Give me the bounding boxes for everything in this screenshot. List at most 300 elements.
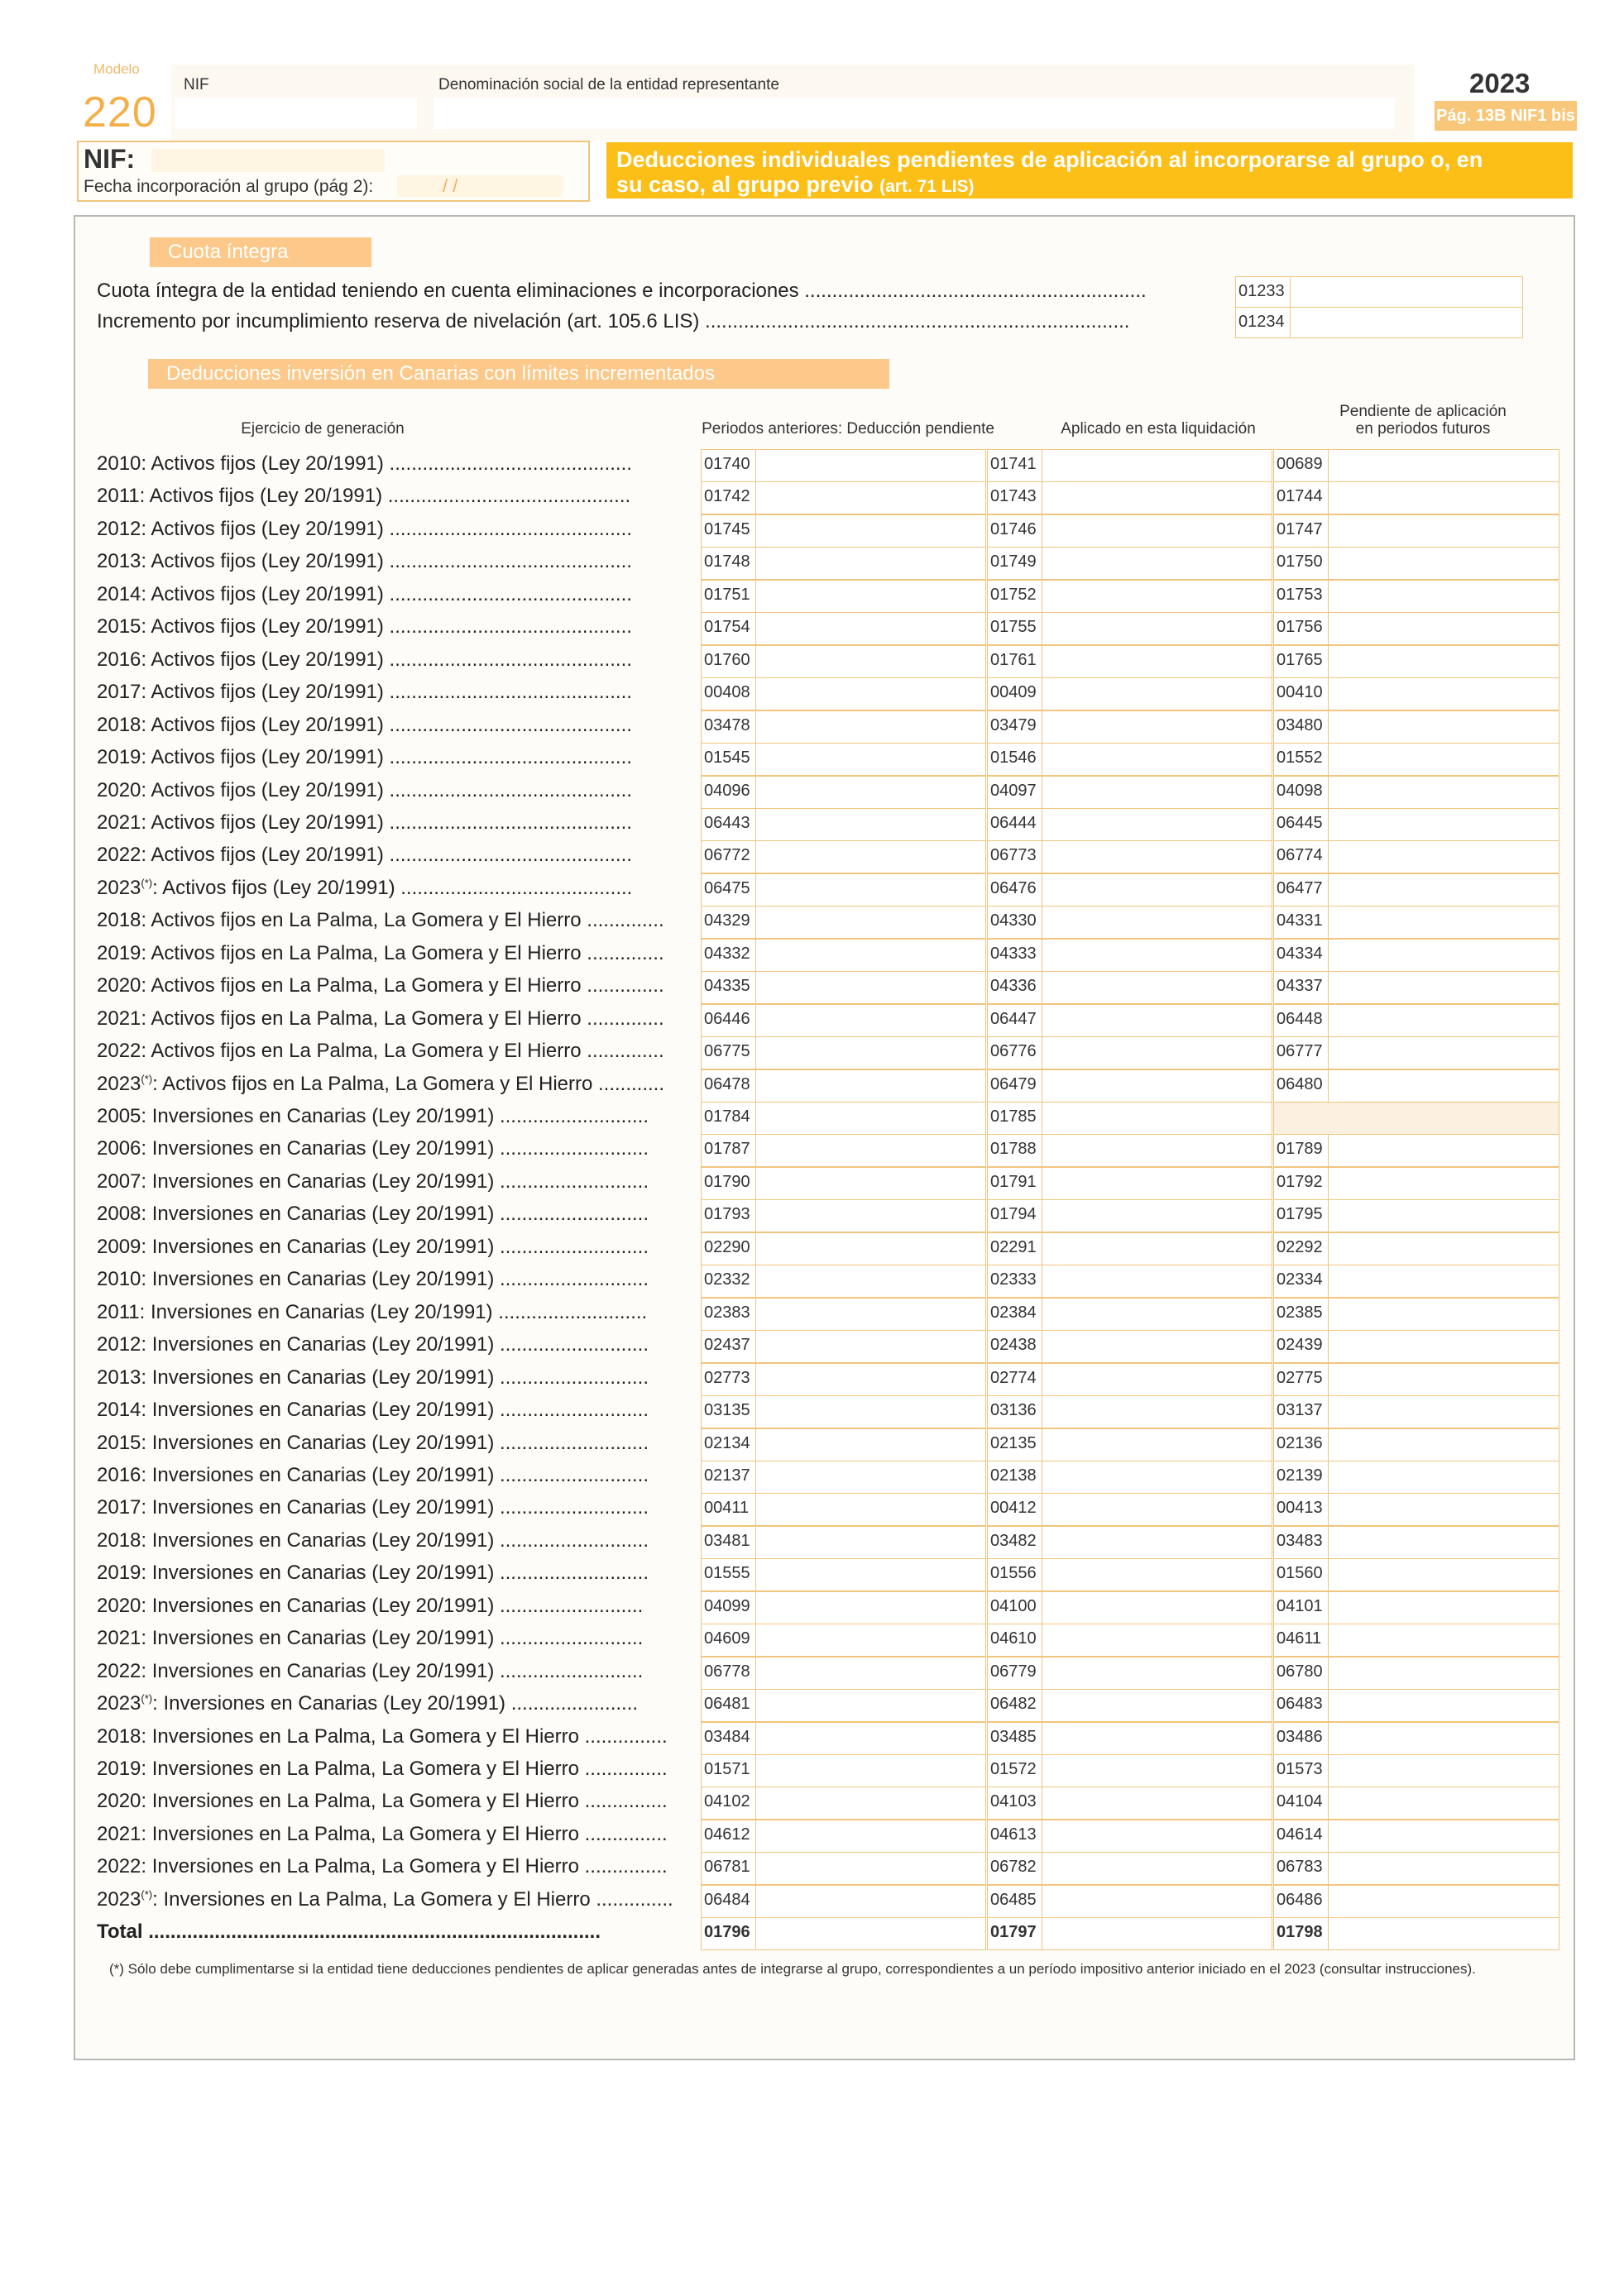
field-code: 04096 xyxy=(704,782,750,800)
title-line2 xyxy=(616,172,974,198)
field-code: 02333 xyxy=(990,1270,1037,1289)
deduction-input-col1[interactable] xyxy=(701,1232,986,1265)
deduction-input-col3[interactable] xyxy=(1273,1689,1559,1722)
deduction-input-col2[interactable] xyxy=(987,1689,1272,1722)
deduction-input-col2[interactable] xyxy=(987,1657,1272,1690)
field-code: 02774 xyxy=(990,1369,1037,1387)
field-code: 01571 xyxy=(704,1760,750,1778)
deduction-input-col1[interactable] xyxy=(701,1363,986,1396)
deduction-input-col3[interactable] xyxy=(1273,939,1559,972)
row-label: 2018: Inversiones en La Palma, La Gomera y El Hierro ............... xyxy=(97,1725,668,1748)
deduction-input-col1[interactable] xyxy=(701,1199,986,1232)
deduction-input-col2[interactable] xyxy=(987,580,1272,613)
field-code: 06781 xyxy=(704,1858,750,1876)
field-code: 01791 xyxy=(990,1173,1037,1191)
deduction-input-col3[interactable] xyxy=(1273,580,1559,613)
deduction-input-col2[interactable] xyxy=(987,1069,1272,1103)
field-code: 03484 xyxy=(704,1728,750,1746)
deduction-input-col2[interactable] xyxy=(987,1134,1272,1167)
deduction-input-col3[interactable] xyxy=(1273,1852,1559,1885)
deduction-input-col1[interactable] xyxy=(701,1265,986,1298)
deduction-input-col2[interactable] xyxy=(987,939,1272,972)
deduction-input-col2[interactable] xyxy=(987,1395,1272,1428)
total-input-col1[interactable] xyxy=(701,1917,986,1950)
field-code: 06480 xyxy=(1277,1075,1323,1093)
field-code: 04337 xyxy=(1277,977,1323,995)
deduction-input-col1[interactable] xyxy=(701,1787,986,1820)
deduction-input-col3[interactable] xyxy=(1273,1657,1559,1690)
row-label: 2018: Activos fijos (Ley 20/1991) ............................................ xyxy=(97,714,632,736)
field-code: 06777 xyxy=(1277,1042,1323,1060)
deduction-input-col3[interactable] xyxy=(1273,1722,1559,1755)
field-code: 02291 xyxy=(990,1238,1037,1256)
row-label: 2020: Activos fijos (Ley 20/1991) ............................................ xyxy=(97,779,632,801)
field-code: 04102 xyxy=(704,1792,750,1810)
field-code: 04098 xyxy=(1277,782,1323,800)
deduction-input-col3[interactable] xyxy=(1273,514,1559,548)
deduction-input-col3[interactable] xyxy=(1273,1232,1559,1265)
field-code: 06779 xyxy=(990,1662,1037,1681)
field-code: 00689 xyxy=(1277,455,1323,473)
denominacion-input[interactable] xyxy=(434,98,1395,129)
deduction-input-col1[interactable] xyxy=(701,1004,986,1037)
fecha-label: Fecha incorporación al grupo (pág 2): xyxy=(84,177,374,196)
deduction-input-col1[interactable] xyxy=(701,1298,986,1331)
deduction-input-col1[interactable] xyxy=(701,1624,986,1657)
field-code: 06446 xyxy=(704,1010,750,1028)
field-code: 06447 xyxy=(990,1010,1037,1028)
field-code: 01760 xyxy=(704,651,750,669)
row-label: 2019: Activos fijos en La Palma, La Gomera y El Hierro .............. xyxy=(97,942,664,964)
deduction-input-col3[interactable] xyxy=(1273,906,1559,939)
field-code: 01740 xyxy=(704,455,750,473)
row-label: 2017: Activos fijos (Ley 20/1991) ............................................ xyxy=(97,681,632,703)
deduction-input-col3[interactable] xyxy=(1273,1167,1559,1200)
field-code: 01784 xyxy=(704,1107,750,1126)
deduction-input-col2[interactable] xyxy=(987,1167,1272,1200)
deduction-input-col2[interactable] xyxy=(987,514,1272,548)
field-code: 01556 xyxy=(990,1564,1037,1582)
deduction-input-col1[interactable] xyxy=(701,1885,986,1918)
deduction-input-col3[interactable] xyxy=(1273,1004,1559,1037)
deduction-input-col1[interactable] xyxy=(701,1657,986,1690)
deduction-input-col2[interactable] xyxy=(987,612,1272,645)
row-label xyxy=(97,1888,673,1911)
field-code: 03483 xyxy=(1277,1532,1323,1550)
field-code: 01573 xyxy=(1277,1760,1323,1778)
deduction-input-col1[interactable] xyxy=(701,1330,986,1363)
deduction-input-col2[interactable] xyxy=(987,808,1272,841)
field-code: 01754 xyxy=(704,618,750,636)
deduction-input-col1[interactable] xyxy=(701,612,986,645)
deduction-input-col2[interactable] xyxy=(987,1787,1272,1820)
deduction-input-col3[interactable] xyxy=(1273,808,1559,841)
cuota-input[interactable] xyxy=(1235,276,1523,308)
deduction-input-col1[interactable] xyxy=(701,776,986,809)
header-nif-input[interactable] xyxy=(175,98,417,129)
field-code: 02383 xyxy=(704,1303,750,1322)
deduction-input-col1[interactable] xyxy=(701,1820,986,1853)
row-label-rest: : Activos fijos (Ley 20/1991) .......................................... xyxy=(152,877,633,899)
deduction-input-col2[interactable] xyxy=(987,677,1272,710)
deduction-input-col2[interactable] xyxy=(987,1852,1272,1885)
field-code: 04610 xyxy=(990,1629,1037,1648)
deduction-input-col1[interactable] xyxy=(701,1689,986,1722)
deduction-input-col2[interactable] xyxy=(987,1722,1272,1755)
field-code: 06783 xyxy=(1277,1858,1323,1876)
field-code: 00412 xyxy=(990,1499,1037,1517)
deduction-input-col1[interactable] xyxy=(701,1036,986,1069)
field-code: 01792 xyxy=(1277,1173,1323,1191)
row-label: 2009: Inversiones en Canarias (Ley 20/1991) ........................... xyxy=(97,1236,649,1258)
field-code: 04100 xyxy=(990,1597,1037,1615)
deduction-input-col3[interactable] xyxy=(1273,1395,1559,1428)
deduction-input-col3[interactable] xyxy=(1273,677,1559,710)
row-label: 2012: Activos fijos (Ley 20/1991) ............................................ xyxy=(97,518,632,540)
field-code: 04333 xyxy=(990,945,1037,963)
field-code: 01555 xyxy=(704,1564,750,1582)
deduction-input-col3[interactable] xyxy=(1273,481,1559,514)
deduction-input-col1[interactable] xyxy=(701,1428,986,1461)
deduction-input-col2[interactable] xyxy=(987,906,1272,939)
field-code: 00410 xyxy=(1277,683,1323,701)
field-code: 04614 xyxy=(1277,1825,1323,1844)
row-label: 2021: Activos fijos (Ley 20/1991) ............................................ xyxy=(97,811,632,834)
deduction-input-col1[interactable] xyxy=(701,1102,986,1135)
row-label: 2012: Inversiones en Canarias (Ley 20/1991) ........................... xyxy=(97,1333,649,1356)
deduction-input-col1[interactable] xyxy=(701,840,986,873)
deduction-input-col2[interactable] xyxy=(987,547,1272,580)
field-code: 06478 xyxy=(704,1075,750,1093)
deduction-input-col2[interactable] xyxy=(987,1363,1272,1396)
deduction-input-col2[interactable] xyxy=(987,645,1272,678)
deduction-input-col3[interactable] xyxy=(1273,547,1559,580)
field-code: 04334 xyxy=(1277,945,1323,963)
field-code: 01752 xyxy=(990,586,1037,604)
deduction-input-col2[interactable] xyxy=(987,1526,1272,1559)
fecha-input[interactable] xyxy=(397,175,563,197)
deduction-input-col1[interactable] xyxy=(701,449,986,482)
field-code: 03479 xyxy=(990,716,1037,734)
deduction-input-col2[interactable] xyxy=(987,1102,1272,1135)
row-label-rest: : Activos fijos en La Palma, La Gomera y El Hierro ............ xyxy=(152,1073,665,1095)
deduction-input-col1[interactable] xyxy=(701,1461,986,1494)
deduction-input-col3[interactable] xyxy=(1273,1265,1559,1298)
field-code: 01744 xyxy=(1277,487,1323,505)
deduction-input-col2[interactable] xyxy=(987,1558,1272,1591)
nif-input[interactable] xyxy=(151,149,385,172)
deduction-input-col2[interactable] xyxy=(987,1624,1272,1657)
deduction-input-col2[interactable] xyxy=(987,1428,1272,1461)
field-code: 02292 xyxy=(1277,1238,1323,1256)
field-code: 06484 xyxy=(704,1891,750,1909)
field-code: 01797 xyxy=(990,1923,1037,1941)
row-label: 2019: Inversiones en Canarias (Ley 20/1991) ........................... xyxy=(97,1562,649,1584)
deduction-input-col3[interactable] xyxy=(1273,1036,1559,1069)
row-year: 2023 xyxy=(97,1073,141,1095)
row-label: 2021: Activos fijos en La Palma, La Gomera y El Hierro .............. xyxy=(97,1007,664,1030)
footnote: (*) Sólo debe cumplimentarse si la entidad tiene deducciones pendientes de aplicar generadas antes de integrarse al grupo, correspondientes a un período impositivo anterior iniciado en el 2023 (consultar instrucciones). xyxy=(109,1961,1476,1977)
field-code: 01747 xyxy=(1277,520,1323,538)
page-tag: Pág. 13B NIF1 bis xyxy=(1435,101,1577,131)
deduction-input-col2[interactable] xyxy=(987,481,1272,514)
field-code: 01750 xyxy=(1277,552,1323,571)
field-code: 02137 xyxy=(704,1466,750,1485)
deduction-input-col1[interactable] xyxy=(701,1558,986,1591)
deduction-input-col3[interactable] xyxy=(1273,1069,1559,1103)
deduction-input-col1[interactable] xyxy=(701,906,986,939)
deduction-input-col3[interactable] xyxy=(1273,1787,1559,1820)
field-code: 02773 xyxy=(704,1369,750,1387)
deduction-input-col1[interactable] xyxy=(701,645,986,678)
field-code: 01793 xyxy=(704,1205,750,1223)
deduction-input-col2[interactable] xyxy=(987,1004,1272,1037)
deduction-input-col3[interactable] xyxy=(1273,1526,1559,1559)
field-code: 04330 xyxy=(990,911,1037,930)
row-label: 2017: Inversiones en Canarias (Ley 20/1991) ........................... xyxy=(97,1496,649,1519)
field-code: 04335 xyxy=(704,977,750,995)
deduction-input-col1[interactable] xyxy=(701,514,986,548)
deduction-input-col1[interactable] xyxy=(701,971,986,1004)
row-label: 2014: Inversiones en Canarias (Ley 20/1991) ........................... xyxy=(97,1399,649,1421)
deduction-input-col3[interactable] xyxy=(1273,1493,1559,1526)
deduction-input-col2[interactable] xyxy=(987,1232,1272,1265)
title-line1: Deducciones individuales pendientes de aplicación al incorporarse al grupo o, en xyxy=(616,147,1483,172)
deduction-input-col1[interactable] xyxy=(701,1754,986,1787)
deduction-input-col2[interactable] xyxy=(987,1461,1272,1494)
field-code: 01751 xyxy=(704,586,750,604)
field-code: 01785 xyxy=(990,1107,1037,1126)
field-code: 04609 xyxy=(704,1629,750,1648)
deduction-input-col1[interactable] xyxy=(701,873,986,906)
denominacion-label: Denominación social de la entidad representante xyxy=(438,76,779,93)
row-label-rest: : Inversiones en La Palma, La Gomera y El Hierro .............. xyxy=(152,1888,673,1911)
field-code: 03482 xyxy=(990,1532,1037,1550)
field-code: 04613 xyxy=(990,1825,1037,1844)
row-label: 2018: Activos fijos en La Palma, La Gomera y El Hierro .............. xyxy=(97,909,664,931)
field-code: 01745 xyxy=(704,520,750,538)
footnote-mark: (*) xyxy=(141,1888,153,1901)
deduction-input-col1[interactable] xyxy=(701,677,986,710)
field-code: 03136 xyxy=(990,1401,1037,1419)
deduction-input-col2[interactable] xyxy=(987,1885,1272,1918)
year-label: 2023 xyxy=(1469,68,1531,98)
deduction-input-col2[interactable] xyxy=(987,449,1272,482)
deduction-input-col1[interactable] xyxy=(701,580,986,613)
deduction-input-col1[interactable] xyxy=(701,1526,986,1559)
field-code: 01788 xyxy=(990,1140,1037,1158)
field-code: 06475 xyxy=(704,879,750,897)
deduction-input-col1[interactable] xyxy=(701,939,986,972)
field-code: 03481 xyxy=(704,1532,750,1550)
deduction-input-col1[interactable] xyxy=(701,1395,986,1428)
field-code: 06774 xyxy=(1277,846,1323,864)
field-code: 04099 xyxy=(704,1597,750,1615)
field-code: 06772 xyxy=(704,846,750,864)
deduction-input-col3[interactable] xyxy=(1273,1591,1559,1624)
field-code: 02437 xyxy=(704,1336,750,1354)
deduction-input-col2[interactable] xyxy=(987,1591,1272,1624)
field-code: 00411 xyxy=(704,1499,750,1517)
field-code: 06443 xyxy=(704,814,750,832)
row-label: 2011: Activos fijos (Ley 20/1991) ............................................ xyxy=(97,485,631,507)
col-header-pendiente-1: Pendiente de aplicación xyxy=(1339,403,1507,420)
deduction-input-col3[interactable] xyxy=(1273,840,1559,873)
row-label: 2007: Inversiones en Canarias (Ley 20/1991) ........................... xyxy=(97,1170,649,1193)
field-code: 02134 xyxy=(704,1434,750,1452)
field-code: 06773 xyxy=(990,846,1037,864)
deduction-input-col2[interactable] xyxy=(987,1298,1272,1331)
deduction-input-col3[interactable] xyxy=(1273,1624,1559,1657)
deduction-input-col2[interactable] xyxy=(987,1820,1272,1853)
deduction-input-col3[interactable] xyxy=(1273,1134,1559,1167)
row-label: 2013: Inversiones en Canarias (Ley 20/1991) ........................... xyxy=(97,1366,649,1389)
deduction-input-col1[interactable] xyxy=(701,1069,986,1103)
field-code: 03485 xyxy=(990,1728,1037,1746)
title-line2-text: su caso, al grupo previo xyxy=(616,172,874,197)
deduction-input-col3[interactable] xyxy=(1273,1330,1559,1363)
deduction-input-col3[interactable] xyxy=(1273,743,1559,776)
deduction-input-col1[interactable] xyxy=(701,1722,986,1755)
field-code: 02135 xyxy=(990,1434,1037,1452)
field-code: 03137 xyxy=(1277,1401,1323,1419)
deduction-input-col3[interactable] xyxy=(1273,645,1559,678)
field-code: 06775 xyxy=(704,1042,750,1060)
row-label: 2020: Inversiones en Canarias (Ley 20/1991) .......................... xyxy=(97,1595,644,1617)
deduction-input-col3[interactable] xyxy=(1273,1461,1559,1494)
cuota-input[interactable] xyxy=(1235,307,1523,338)
deduction-input-col3[interactable] xyxy=(1273,1558,1559,1591)
deduction-input-col3[interactable] xyxy=(1273,1363,1559,1396)
nif-box xyxy=(77,141,590,202)
field-code: 00413 xyxy=(1277,1499,1323,1517)
field-code: 01798 xyxy=(1277,1923,1323,1941)
total-label: Total .................................................................................. xyxy=(97,1921,601,1943)
deduction-input-col3[interactable] xyxy=(1273,1754,1559,1787)
deduction-input-col3[interactable] xyxy=(1273,1820,1559,1853)
field-code: 04331 xyxy=(1277,911,1323,930)
footnote-mark: (*) xyxy=(141,877,153,889)
row-label xyxy=(97,877,632,900)
row-label: 2016: Inversiones en Canarias (Ley 20/1991) ........................... xyxy=(97,1464,649,1486)
row-label: 2020: Activos fijos en La Palma, La Gomera y El Hierro .............. xyxy=(97,974,664,997)
field-code: 06482 xyxy=(990,1695,1037,1713)
deduction-input-col1[interactable] xyxy=(701,1493,986,1526)
deduction-input-col1[interactable] xyxy=(701,1167,986,1200)
field-code: 01790 xyxy=(704,1173,750,1191)
field-code: 01741 xyxy=(990,455,1037,473)
deduction-input-col3[interactable] xyxy=(1273,449,1559,482)
row-label: 2022: Inversiones en La Palma, La Gomera y El Hierro ............... xyxy=(97,1855,668,1877)
field-code: 04104 xyxy=(1277,1792,1323,1810)
field-code: 01749 xyxy=(990,552,1037,571)
row-label xyxy=(97,1073,664,1096)
deduction-input-col1[interactable] xyxy=(701,1852,986,1885)
row-year: 2023 xyxy=(97,1692,141,1715)
field-code: 06782 xyxy=(990,1858,1037,1876)
field-code: 01789 xyxy=(1277,1140,1323,1158)
deduction-input-col3[interactable] xyxy=(1273,1298,1559,1331)
field-code: 06445 xyxy=(1277,814,1323,832)
deduction-input-col2[interactable] xyxy=(987,710,1272,744)
field-code: 01748 xyxy=(704,552,750,571)
field-code: 01756 xyxy=(1277,618,1323,636)
deduction-input-col2[interactable] xyxy=(987,873,1272,906)
deduction-input-col2[interactable] xyxy=(987,1493,1272,1526)
field-code: 06776 xyxy=(990,1042,1037,1060)
deduction-input-col1[interactable] xyxy=(701,743,986,776)
row-label: 2011: Inversiones en Canarias (Ley 20/1991) ........................... xyxy=(97,1301,648,1323)
field-code: 04611 xyxy=(1277,1629,1322,1648)
field-code: 03486 xyxy=(1277,1728,1323,1746)
row-label: 2021: Inversiones en Canarias (Ley 20/1991) .......................... xyxy=(97,1627,644,1649)
deduction-input-col1[interactable] xyxy=(701,808,986,841)
field-code: 01233 xyxy=(1238,282,1285,300)
deduction-input-col2[interactable] xyxy=(987,971,1272,1004)
field-code: 01743 xyxy=(990,487,1037,505)
deduction-input-col1[interactable] xyxy=(701,710,986,744)
field-code: 01545 xyxy=(704,749,750,767)
deduction-input-col3[interactable] xyxy=(1273,1885,1559,1918)
deduction-input-col2[interactable] xyxy=(987,1199,1272,1232)
deduction-input-col3[interactable] xyxy=(1273,873,1559,906)
field-code: 06485 xyxy=(990,1891,1037,1909)
total-input-col3[interactable] xyxy=(1273,1917,1559,1950)
deduction-input-col1[interactable] xyxy=(701,481,986,514)
deduction-input-col2[interactable] xyxy=(987,840,1272,873)
deduction-input-col3[interactable] xyxy=(1273,1199,1559,1232)
deduction-input-col1[interactable] xyxy=(701,1134,986,1167)
deduction-input-col2[interactable] xyxy=(987,1330,1272,1363)
deduction-input-col2[interactable] xyxy=(987,1754,1272,1787)
cuota-row-label: Incremento por incumplimiento reserva de nivelación (art. 105.6 LIS) ............................................................................. xyxy=(97,310,1130,332)
deduction-input-col1[interactable] xyxy=(701,547,986,580)
deduction-input-col3[interactable] xyxy=(1273,971,1559,1004)
deduction-input-col1[interactable] xyxy=(701,1591,986,1624)
row-label: 2008: Inversiones en Canarias (Ley 20/1991) ........................... xyxy=(97,1203,649,1225)
row-label: 2022: Activos fijos en La Palma, La Gomera y El Hierro .............. xyxy=(97,1040,664,1062)
field-code: 04103 xyxy=(990,1792,1037,1810)
field-code: 01742 xyxy=(704,487,750,505)
field-code: 06448 xyxy=(1277,1010,1323,1028)
row-label: 2014: Activos fijos (Ley 20/1991) ............................................ xyxy=(97,583,632,605)
row-label: 2019: Inversiones en La Palma, La Gomera y El Hierro ............... xyxy=(97,1758,668,1780)
deduction-input-col2[interactable] xyxy=(987,1265,1272,1298)
field-code: 02385 xyxy=(1277,1303,1323,1322)
footnote-mark: (*) xyxy=(141,1692,153,1705)
deduction-input-col3[interactable] xyxy=(1273,710,1559,744)
cuota-row-label: Cuota íntegra de la entidad teniendo en cuenta eliminaciones e incorporaciones .............................................................. xyxy=(97,280,1147,302)
field-code: 01787 xyxy=(704,1140,750,1158)
nif-big-label: NIF: xyxy=(84,144,136,174)
row-label: 2019: Activos fijos (Ley 20/1991) ............................................ xyxy=(97,746,632,768)
total-input-col2[interactable] xyxy=(987,1917,1272,1950)
deduction-input-col3[interactable] xyxy=(1273,1428,1559,1461)
row-label: 2016: Activos fijos (Ley 20/1991) ............................................ xyxy=(97,648,632,671)
deduction-input-col3[interactable] xyxy=(1273,776,1559,809)
deduction-input-col2[interactable] xyxy=(987,743,1272,776)
field-code: 02332 xyxy=(704,1270,750,1289)
deduction-input-col3[interactable] xyxy=(1273,612,1559,645)
modelo-label: Modelo xyxy=(93,61,140,77)
row-label-rest: : Inversiones en Canarias (Ley 20/1991) ....................... xyxy=(152,1692,639,1715)
page-title xyxy=(606,142,1573,199)
field-code: 03480 xyxy=(1277,716,1323,734)
field-code: 01234 xyxy=(1238,313,1285,331)
deduction-input-col2[interactable] xyxy=(987,1036,1272,1069)
deduction-input-col2[interactable] xyxy=(987,776,1272,809)
field-code: 01753 xyxy=(1277,586,1323,604)
